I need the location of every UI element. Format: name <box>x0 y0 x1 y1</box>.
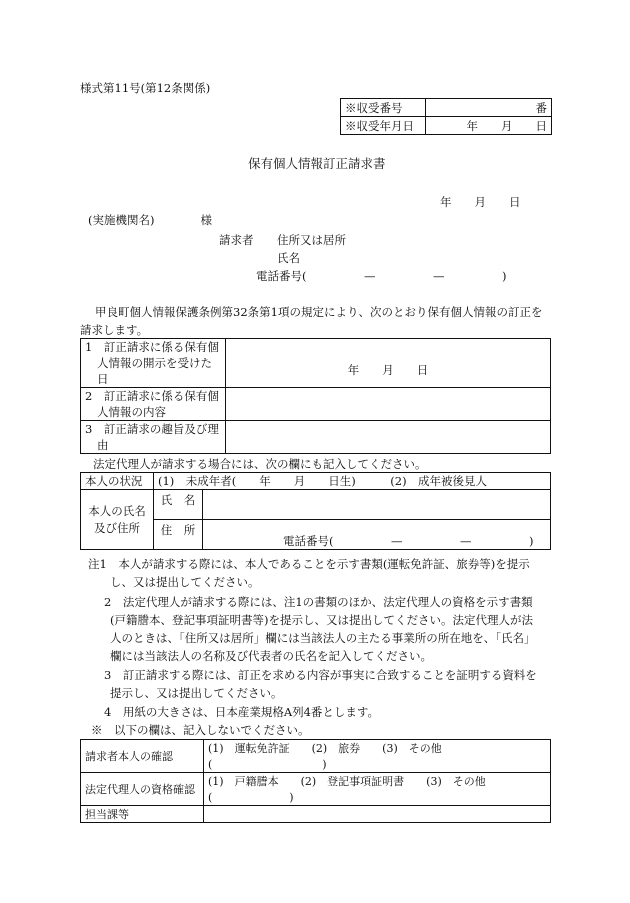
note-1-line1: 注1 本人が請求する際には、本人であることを示す書類(運転免許証、旅券等)を提示 <box>88 557 530 571</box>
intro-line-1: 甲良町個人情報保護条例第32条第1項の規定により、次のとおり保有個人情報の訂正を <box>95 305 543 319</box>
office-row-2-label: 法定代理人の資格確認 <box>81 773 204 806</box>
page-title: 保有個人情報訂正請求書 <box>248 156 386 171</box>
form-number: 様式第11号(第12条関係) <box>80 81 211 95</box>
reception-number-suffix: 番 <box>426 99 552 117</box>
office-row-3-label: 担当課等 <box>81 806 204 823</box>
reception-date-value: 年 月 日 <box>426 117 552 135</box>
row-3-label-line1: 3 訂正請求の趣旨及び理 <box>85 422 219 436</box>
row-3-label <box>81 421 226 454</box>
note-3-line2: 提示し、又は提出してください。 <box>110 686 283 700</box>
note-3-line1: 3 訂正請求する際には、訂正を求める内容が事実に合致することを証明する資料を <box>104 668 537 682</box>
row-2-label-line1: 2 訂正請求に係る保有個 <box>85 389 219 403</box>
row-1-value: 年 月 日 <box>226 339 551 388</box>
office-row-1-value: (1) 運転免許証 (2) 旅券 (3) その他( ) <box>204 740 551 773</box>
note-2-line3: 人のときは、「住所又は居所」欄には当該法人の主たる事業所の所在地を、「氏名」 <box>110 631 536 645</box>
row-2-label <box>81 388 226 421</box>
person-label <box>81 490 154 550</box>
row-3-label-line2: 由 <box>97 438 109 452</box>
row-1-label-line1: 1 訂正請求に係る保有個 <box>85 340 219 354</box>
row-3-value <box>226 421 551 454</box>
office-row-2-value: (1) 戸籍謄本 (2) 登記事項証明書 (3) その他( ) <box>204 773 551 806</box>
legal-phone: 電話番号( — — ) <box>203 520 551 550</box>
row-2-label-line2: 人情報の内容 <box>97 405 166 419</box>
legal-intro: 法定代理人が請求する場合には、次の欄にも記入してください。 <box>93 457 427 471</box>
note-2-line2: (戸籍謄本、登記事項証明書等)を提示し、又は提出してください。法定代理人が法 <box>110 613 533 627</box>
office-table <box>80 739 551 823</box>
requester-phone-label: 電話番号( — — ) <box>256 269 507 283</box>
requester-address-label: 住所又は居所 <box>277 233 346 247</box>
addressee: (実施機関名) 様 <box>88 213 212 227</box>
office-row-3-value <box>204 806 551 823</box>
reception-table <box>340 98 552 135</box>
requester-label: 請求者 <box>219 233 254 247</box>
status-label: 本人の状況 <box>81 473 154 490</box>
row-1-label <box>81 339 226 388</box>
legal-name-label: 氏 名 <box>154 490 203 520</box>
reception-date-label: ※収受年月日 <box>341 117 426 135</box>
status-value: (1) 未成年者( 年 月 日生) (2) 成年被後見人 <box>154 473 551 490</box>
office-note: ※ 以下の欄は、記入しないでください。 <box>91 723 310 737</box>
row-1-label-line2: 人情報の開示を受けた日 <box>97 356 212 386</box>
reception-number-label: ※収受番号 <box>341 99 426 117</box>
legal-address-label: 住 所 <box>154 520 203 550</box>
requester-name-label: 氏名 <box>277 251 300 265</box>
person-label-line2: 及び住所 <box>94 520 140 535</box>
legal-name-value <box>203 490 551 520</box>
note-1-line2: し、又は提出してください。 <box>110 575 260 589</box>
office-row-1-label: 請求者本人の確認 <box>81 740 204 773</box>
person-label-line1: 本人の氏名 <box>88 503 146 518</box>
note-2-line1: 2 法定代理人が請求する際には、注1の書類のほか、法定代理人の資格を示す書類 <box>104 595 533 609</box>
note-4: 4 用紙の大きさは、日本産業規格A列4番とします。 <box>104 705 380 719</box>
note-2-line4: 欄には当該法人の名称及び代表者の氏名を記入してください。 <box>110 649 432 663</box>
legal-table <box>80 472 551 550</box>
main-table <box>80 338 551 454</box>
date-line: 年 月 日 <box>440 195 521 209</box>
intro-line-2: 請求します。 <box>80 323 149 337</box>
row-2-value <box>226 388 551 421</box>
